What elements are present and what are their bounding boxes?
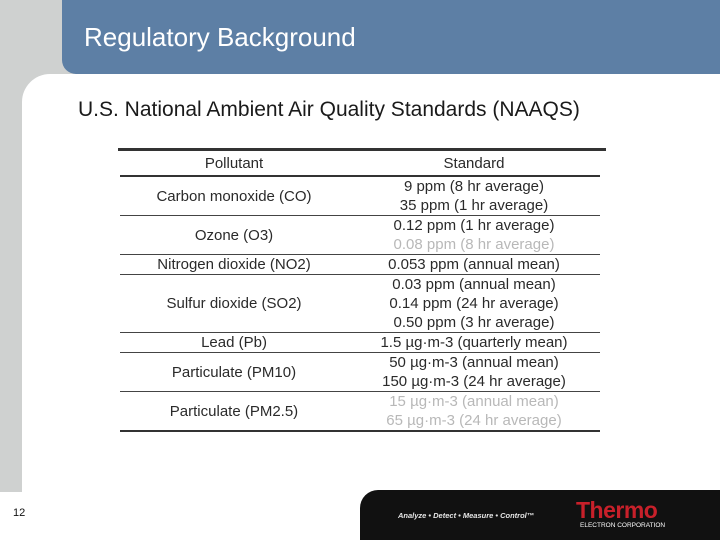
standard-cell (348, 216, 600, 255)
pollutant-cell: Particulate (PM10) (120, 353, 348, 392)
standard-cell (348, 255, 600, 275)
table-row (120, 333, 600, 353)
slide-subtitle: U.S. National Ambient Air Quality Standards (NAAQS) (78, 98, 580, 121)
standard-cell (348, 333, 600, 353)
table-row (120, 216, 600, 255)
naaqs-table (120, 151, 600, 432)
brand-tagline: Analyze • Detect • Measure • Control™ (398, 511, 535, 520)
pollutant-cell: Ozone (O3) (120, 216, 348, 255)
pollutant-cell: Sulfur dioxide (SO2) (120, 275, 348, 333)
standard-cell (348, 392, 600, 432)
slide-title: Regulatory Background (84, 22, 356, 52)
standard-value: 0.14 ppm (24 hr average) (389, 295, 559, 312)
table-row (120, 176, 600, 216)
page-number: 12 (13, 507, 26, 519)
pollutant-cell: Lead (Pb) (120, 333, 348, 353)
naaqs-table-container (118, 148, 606, 432)
logo-subtitle: ELECTRON CORPORATION (580, 522, 666, 529)
standard-cell (348, 275, 600, 333)
standard-value: 9 ppm (8 hr average) (403, 178, 545, 195)
header-pollutant: Pollutant (120, 151, 348, 176)
standard-value: 150 µg·m-3 (24 hr average) (382, 373, 566, 390)
standard-value: 1.5 µg·m-3 (quarterly mean) (380, 334, 568, 351)
standard-value: 0.03 ppm (annual mean) (392, 276, 556, 293)
standard-cell (348, 176, 600, 216)
standard-cell (348, 353, 600, 392)
table-header-row (120, 151, 600, 176)
table-row (120, 392, 600, 432)
table-row (120, 353, 600, 392)
table-row (120, 255, 600, 275)
table-row (120, 275, 600, 333)
pollutant-cell: Particulate (PM2.5) (120, 392, 348, 432)
standard-value: 65 µg·m-3 (24 hr average) (386, 412, 562, 429)
pollutant-cell: Nitrogen dioxide (NO2) (120, 255, 348, 275)
thermo-logo: Thermo (576, 497, 658, 523)
standard-value: 0.08 ppm (8 hr average) (393, 236, 555, 253)
standard-value: 35 ppm (1 hr average) (399, 197, 549, 214)
standard-value: 0.053 ppm (annual mean) (388, 256, 560, 273)
standard-value: 0.12 ppm (1 hr average) (393, 217, 555, 234)
standard-value: 0.50 ppm (3 hr average) (393, 314, 555, 331)
standard-value: 50 µg·m-3 (annual mean) (389, 354, 559, 371)
header-standard: Standard (348, 151, 600, 176)
pollutant-cell: Carbon monoxide (CO) (120, 176, 348, 216)
standard-value: 15 µg·m-3 (annual mean) (389, 393, 559, 410)
